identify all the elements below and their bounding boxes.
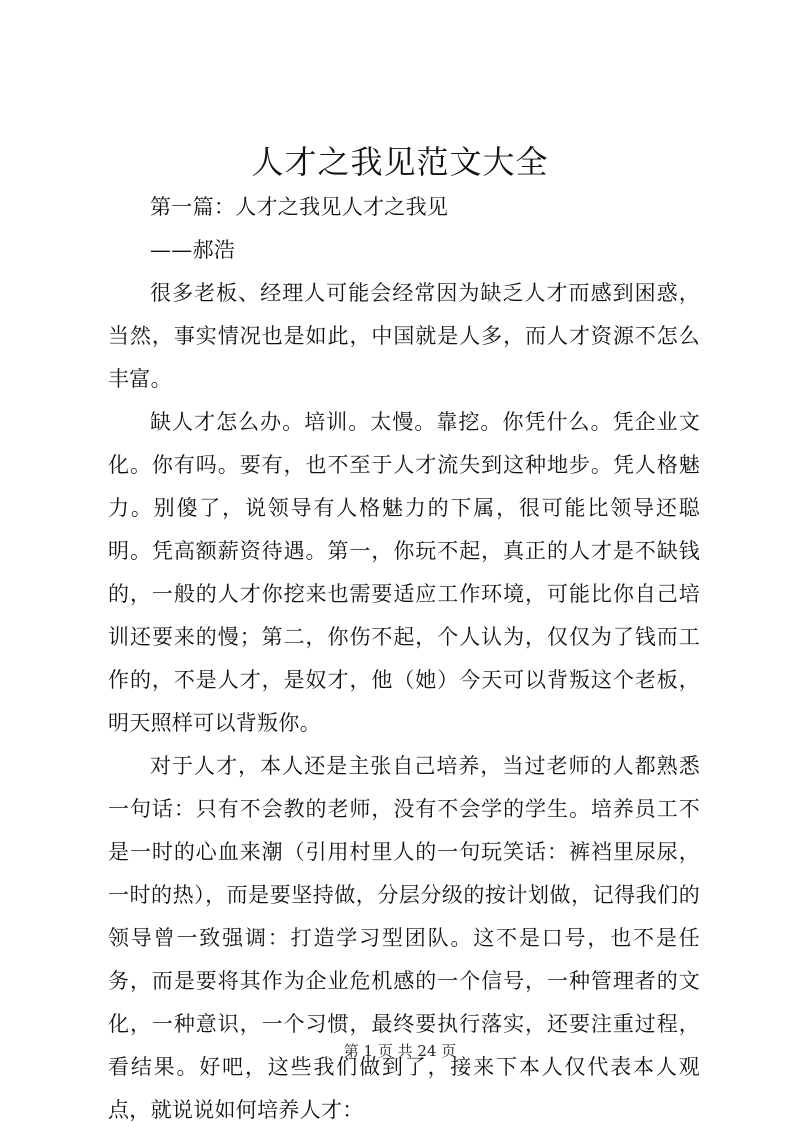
paragraph-2: 缺人才怎么办。培训。太慢。靠挖。你凭什么。凭企业文化。你有吗。要有，也不至于人才流失到这种地步。凭人格魅力。别傻了，说领导有人格魅力的下属，很可能比领导还聪明。凭高额薪资待遇。第一，你玩不起，真正的人才是不缺钱的，一般的人才你挖来也需要适应工作环境，可能比你自己培训还要来的慢；第二，你伤不起，个人认为，仅仅为了钱而工作的，不是人才，是奴才，他（她）今天可以背叛这个老板，明天照样可以背叛你。 bbox=[108, 410, 700, 735]
document-title: 人才之我见范文大全 bbox=[251, 143, 549, 181]
document-body bbox=[108, 186, 700, 1132]
page-footer bbox=[0, 1041, 800, 1061]
section-heading: 第一篇：人才之我见人才之我见 bbox=[150, 195, 449, 219]
author-line: ——郝浩 bbox=[150, 238, 236, 262]
paragraph-1: 很多老板、经理人可能会经常因为缺乏人才而感到困惑，当然，事实情况也是如此，中国就是人多，而人才资源不怎么丰富。 bbox=[108, 281, 700, 391]
page-number-label: 第 1 页 共 24 页 bbox=[343, 1042, 457, 1060]
paragraph-3: 对于人才，本人还是主张自己培养，当过老师的人都熟悉一句话：只有不会教的老师，没有不会学的学生。培养员工不是一时的心血来潮（引用村里人的一句玩笑话：裤裆里尿尿，一时的热），而是要坚持做，分层分级的按计划做，记得我们的领导曾一致强调：打造学习型团队。这不是口号，也不是任务，而是要将其作为企业危机感的一个信号，一种管理者的文化，一种意识，一个习惯，最终要执行落实，还要注重过程，看结果。好吧，这些我们做到了，接来下本人仅代表本人观点，就说说如何培养人才： bbox=[108, 754, 700, 1122]
